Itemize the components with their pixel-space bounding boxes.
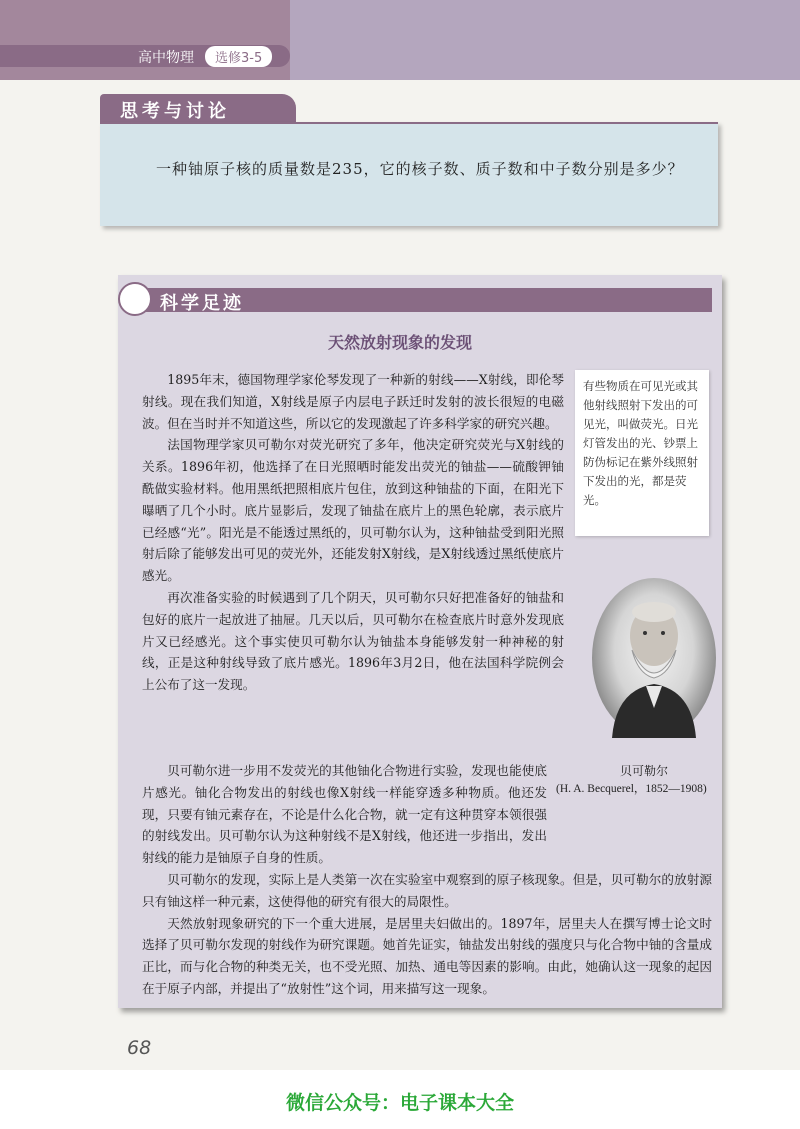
article-paragraph-5: 贝可勒尔的发现，实际上是人类第一次在实验室中观察到的原子核现象。但是，贝可勒尔的放射源只有铀这样一种元素，这使得他的研究有很大的局限性。: [142, 871, 712, 909]
watermark-text: 微信公众号：电子课本大全: [285, 1092, 514, 1114]
think-box-question: 一种铀原子核的质量数是235，它的核子数、质子数和中子数分别是多少？: [156, 160, 684, 178]
portrait-caption-dates: (H. A. Becquerel，1852—1908): [556, 783, 707, 795]
think-box-title: 思考与讨论: [120, 101, 230, 122]
science-box-bullet-icon: [118, 282, 152, 316]
portrait-caption-name: 贝可勒尔: [620, 764, 669, 778]
becquerel-portrait: [592, 578, 716, 738]
header-label-area: [0, 0, 290, 80]
article-paragraph-4: 贝可勒尔进一步用不发荧光的其他铀化合物进行实验，发现也能使底片感光。铀化合物发出的射线也像X射线一样能穿透多种物质。他还发现，只要有铀元素存在，不论是什么化合物，就一定有这种贯穿本领很强的射线发出。贝可勒尔认为这种射线不是X射线，他还进一步指出，发出射线的能力是铀原子自身的性质。: [142, 763, 547, 866]
article-body-upper: [142, 369, 564, 696]
science-box-title: 科学足迹: [160, 293, 244, 314]
article-paragraph-3: 再次准备实验的时候遇到了几个阴天，贝可勒尔只好把准备好的铀盐和包好的底片一起放进了抽屉。几天以后，贝可勒尔在检查底片时意外发现底片又已经感光。这个事实使贝可勒尔认为铀盐本身能够发射一种神秘的射线，正是这种射线导致了底片感光。1896年3月2日，他在法国科学院例会上公布了这一发现。: [142, 589, 564, 693]
article-paragraph-6: 天然放射现象研究的下一个重大进展，是居里夫妇做出的。1897年，居里夫人在撰写博士论文时选择了贝可勒尔发现的射线作为研究课题。她首先证实，铀盐发出射线的强度只与化合物中铀的含量成正比，而与化合物的种类无关，也不受光照、加热、通电等因素的影响。由此，她确认这一现象的起因在于原子内部，并提出了“放射性”这个词，用来描写这一现象。: [142, 915, 712, 996]
portrait-figure: [592, 578, 716, 738]
article-title: 天然放射现象的发现: [327, 333, 472, 352]
volume-badge: 选修3-5: [205, 46, 272, 67]
article-paragraph-2: 法国物理学家贝可勒尔对荧光研究了多年，他决定研究荧光与X射线的关系。1896年初，他选择了在日光照晒时能发出荧光的铀盐——硫酸钾铀酰做实验材料。他用黑纸把照相底片包住，放到这种铀盐的下面，在阳光下曝晒了几个小时。底片显影后，发现了铀盐在底片上的黑色轮廓，表示底片已经感“光”。阳光是不能透过黑纸的，贝可勒尔认为，这种铀盐受到阳光照射后除了能够发出可见的荧光外，还能发射X射线，是X射线透过黑纸使底片感光。: [142, 437, 564, 584]
article-paragraph-1: 1895年末，德国物理学家伦琴发现了一种新的射线——X射线，即伦琴射线。现在我们知道，X射线是原子内层电子跃迁时发射的波长很短的电磁波。但在当时并不知道这些，所以它的发现激起了许多科学家的研究兴趣。: [142, 372, 564, 431]
page-number: 68: [127, 1037, 152, 1059]
sidenote-text: 有些物质在可见光或其他射线照射下发出的可见光，叫做荧光。日光灯管发出的光、钞票上防伪标记在紫外线照射下发出的光，都是荧光。: [583, 379, 698, 507]
book-title: 高中物理: [138, 50, 194, 66]
